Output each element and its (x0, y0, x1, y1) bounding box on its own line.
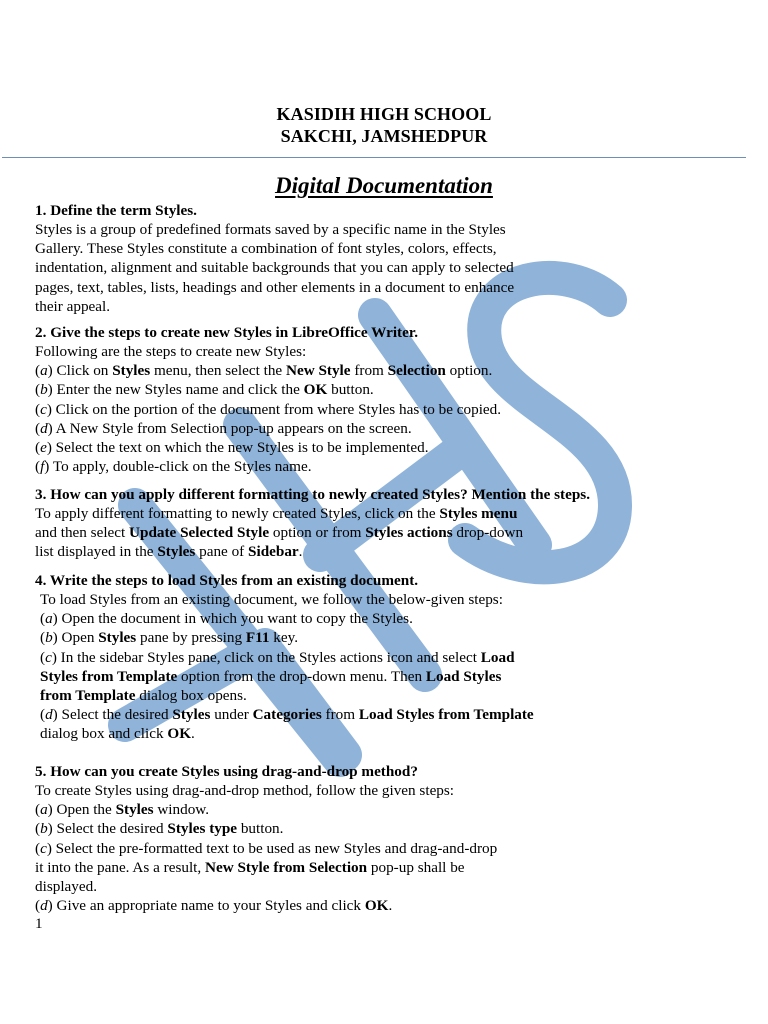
answer-line (40, 724, 195, 743)
answer-line (35, 297, 110, 316)
answer-line (35, 258, 514, 277)
bold-term: Load Styles (425, 667, 502, 685)
text-run: ( (40, 648, 46, 666)
text-run: pop-up shall be (367, 858, 465, 876)
step-letter: d (45, 706, 53, 724)
text-run: dialog box and click (40, 725, 168, 743)
text-run: option. (445, 362, 493, 380)
bold-term: Styles (115, 801, 154, 819)
text-run: button. (237, 820, 284, 838)
text-run: . (298, 543, 303, 561)
bold-term: Styles (157, 543, 196, 561)
step-letter: c (40, 400, 47, 418)
answer-line (35, 361, 492, 380)
step-letter: a (45, 610, 53, 628)
answer-line (40, 705, 534, 724)
text-run: ( (35, 820, 41, 838)
step-letter: d (40, 419, 48, 437)
text-run: ( (35, 419, 41, 437)
bold-term: OK (303, 381, 328, 399)
answer-line (40, 609, 413, 628)
text-run: and then select (35, 524, 130, 542)
text-run: ) Click on (47, 362, 113, 380)
text-run: Gallery. These Styles constitute a combination of font styles, colors, effects, (35, 240, 497, 258)
document-title: Digital Documentation (275, 173, 493, 198)
text-run: To load Styles from an existing document, we follow the below-given steps: (40, 591, 503, 608)
text-run: ( (40, 629, 46, 647)
text-run: menu, then select the (150, 362, 286, 380)
answer-line (35, 523, 523, 542)
answer-line (35, 239, 497, 258)
answer-line (35, 504, 517, 523)
text-run: ( (35, 362, 41, 380)
text-run: button. (327, 381, 374, 399)
question-heading: 1. Define the term Styles. (35, 202, 197, 219)
answer-line (40, 686, 247, 705)
text-run: under (210, 706, 253, 724)
bold-term: Styles (172, 706, 211, 724)
text-run: it into the pane. As a result, (35, 858, 205, 876)
step-letter: c (45, 648, 52, 666)
bold-term: Update Selected Style (129, 524, 270, 542)
text-run: ( (40, 610, 46, 628)
school-location: SAKCHI, JAMSHEDPUR (280, 126, 488, 146)
bold-term: Styles type (167, 820, 238, 838)
answer-line (35, 858, 465, 877)
text-run: ) Open (52, 629, 99, 647)
bold-term: Styles (112, 362, 151, 380)
answer-line (35, 542, 302, 561)
answer-line (35, 800, 209, 819)
bold-term: New Style (285, 362, 351, 380)
bold-term: Sidebar (248, 543, 299, 561)
text-run: displayed. (35, 878, 98, 895)
answer-line (35, 380, 374, 399)
step-letter: a (40, 362, 48, 380)
text-run: pane of (195, 543, 249, 561)
text-run: ) Select the desired (52, 706, 173, 724)
bold-term: from Template (40, 687, 136, 704)
answer-line (40, 590, 503, 609)
answer-line (35, 896, 392, 915)
question-heading: 4. Write the steps to load Styles from an existing document. (35, 572, 419, 589)
text-run: ) Select the text on which the new Styles is to be implemented. (46, 439, 429, 456)
answer-line (35, 419, 412, 438)
step-letter: b (40, 820, 48, 838)
answer-line (40, 628, 298, 647)
text-run: ) Click on the portion of the document from where Styles has to be copied. (46, 400, 502, 418)
answer-line (35, 819, 283, 838)
text-run: from (321, 706, 359, 724)
answer-line (35, 438, 429, 457)
text-run: pane by pressing (136, 629, 246, 647)
text-run: drop-down (452, 524, 524, 542)
text-run: ) A New Style from Selection pop-up appears on the screen. (47, 419, 412, 437)
bold-term: OK (167, 725, 192, 743)
answer-line (35, 781, 454, 800)
step-letter: c (40, 839, 47, 857)
bold-term: Selection (387, 362, 446, 380)
text-run: ) Open the document in which you want to copy the Styles. (52, 610, 413, 628)
answer-line (35, 278, 514, 297)
text-run: Styles is a group of predefined formats saved by a specific name in the Styles (35, 221, 506, 238)
answer-line (35, 457, 312, 476)
text-run: ( (35, 458, 41, 476)
text-run: To create Styles using drag-and-drop method, follow the given steps: (35, 782, 455, 799)
text-run: ) Select the pre-formatted text to be used as new Styles and drag-and-drop (46, 839, 498, 857)
answer-line (40, 648, 515, 667)
text-run: key. (269, 629, 299, 647)
text-run: option or from (269, 524, 366, 542)
text-run: window. (153, 801, 210, 819)
text-run: ( (35, 439, 41, 456)
bold-term: New Style from Selection (204, 858, 368, 876)
answer-line (35, 220, 506, 239)
text-run: their appeal. (35, 297, 111, 315)
text-run: ( (35, 801, 41, 819)
question-heading: 5. How can you create Styles using drag-and-drop method? (35, 763, 418, 780)
step-letter: a (40, 801, 48, 819)
text-run: list displayed in the (35, 543, 158, 561)
bold-term: Styles (98, 629, 137, 647)
bold-term: F11 (245, 629, 270, 647)
text-run: ( (35, 839, 41, 857)
bold-term: Styles from Template (40, 667, 178, 685)
text-run: To apply different formatting to newly created Styles, click on the (35, 505, 440, 522)
bold-term: OK (364, 897, 389, 915)
text-run: ( (40, 706, 46, 724)
text-run: from (350, 362, 388, 380)
step-letter: b (40, 381, 48, 399)
text-run: ( (35, 381, 41, 399)
text-run: option from the drop-down menu. Then (177, 667, 426, 685)
text-run: ) Select the desired (47, 820, 168, 838)
text-run: indentation, alignment and suitable backgrounds that you can apply to selected (35, 259, 514, 277)
step-letter: b (45, 629, 53, 647)
text-run: ) Open the (47, 801, 116, 819)
page-number: 1 (35, 915, 43, 932)
text-run: . (388, 897, 393, 915)
text-run: Following are the steps to create new Styles: (35, 343, 307, 360)
school-name: KASIDIH HIGH SCHOOL (276, 104, 492, 124)
answer-line (35, 400, 501, 419)
text-run: . (191, 725, 195, 743)
text-run: ) In the sidebar Styles pane, click on the Styles actions icon and select (51, 648, 481, 666)
step-letter: e (40, 439, 47, 456)
text-run: ) Give an appropriate name to your Styles and click (47, 897, 365, 915)
text-run: pages, text, tables, lists, headings and other elements in a document to enhance (35, 278, 515, 296)
text-run: ( (35, 897, 41, 915)
bold-term: Styles actions (365, 524, 453, 542)
step-letter: d (40, 897, 48, 915)
bold-term: Categories (252, 706, 322, 724)
question-heading: 3. How can you apply different formatting to newly created Styles? Mention the steps. (35, 486, 591, 503)
text-run: ) To apply, double-click on the Styles name. (44, 458, 312, 476)
answer-line (40, 667, 501, 686)
answer-line (35, 839, 497, 858)
answer-line (35, 342, 306, 361)
answer-line (35, 877, 97, 896)
question-heading: 2. Give the steps to create new Styles in LibreOffice Writer. (35, 324, 418, 341)
bold-term: Load Styles from Template (358, 706, 534, 724)
bold-term: Styles menu (439, 505, 518, 522)
text-run: ) Enter the new Styles name and click the (47, 381, 304, 399)
bold-term: Load (480, 648, 515, 666)
text-run: dialog box opens. (135, 687, 247, 704)
step-letter: f (40, 458, 45, 476)
text-run: ( (35, 400, 41, 418)
